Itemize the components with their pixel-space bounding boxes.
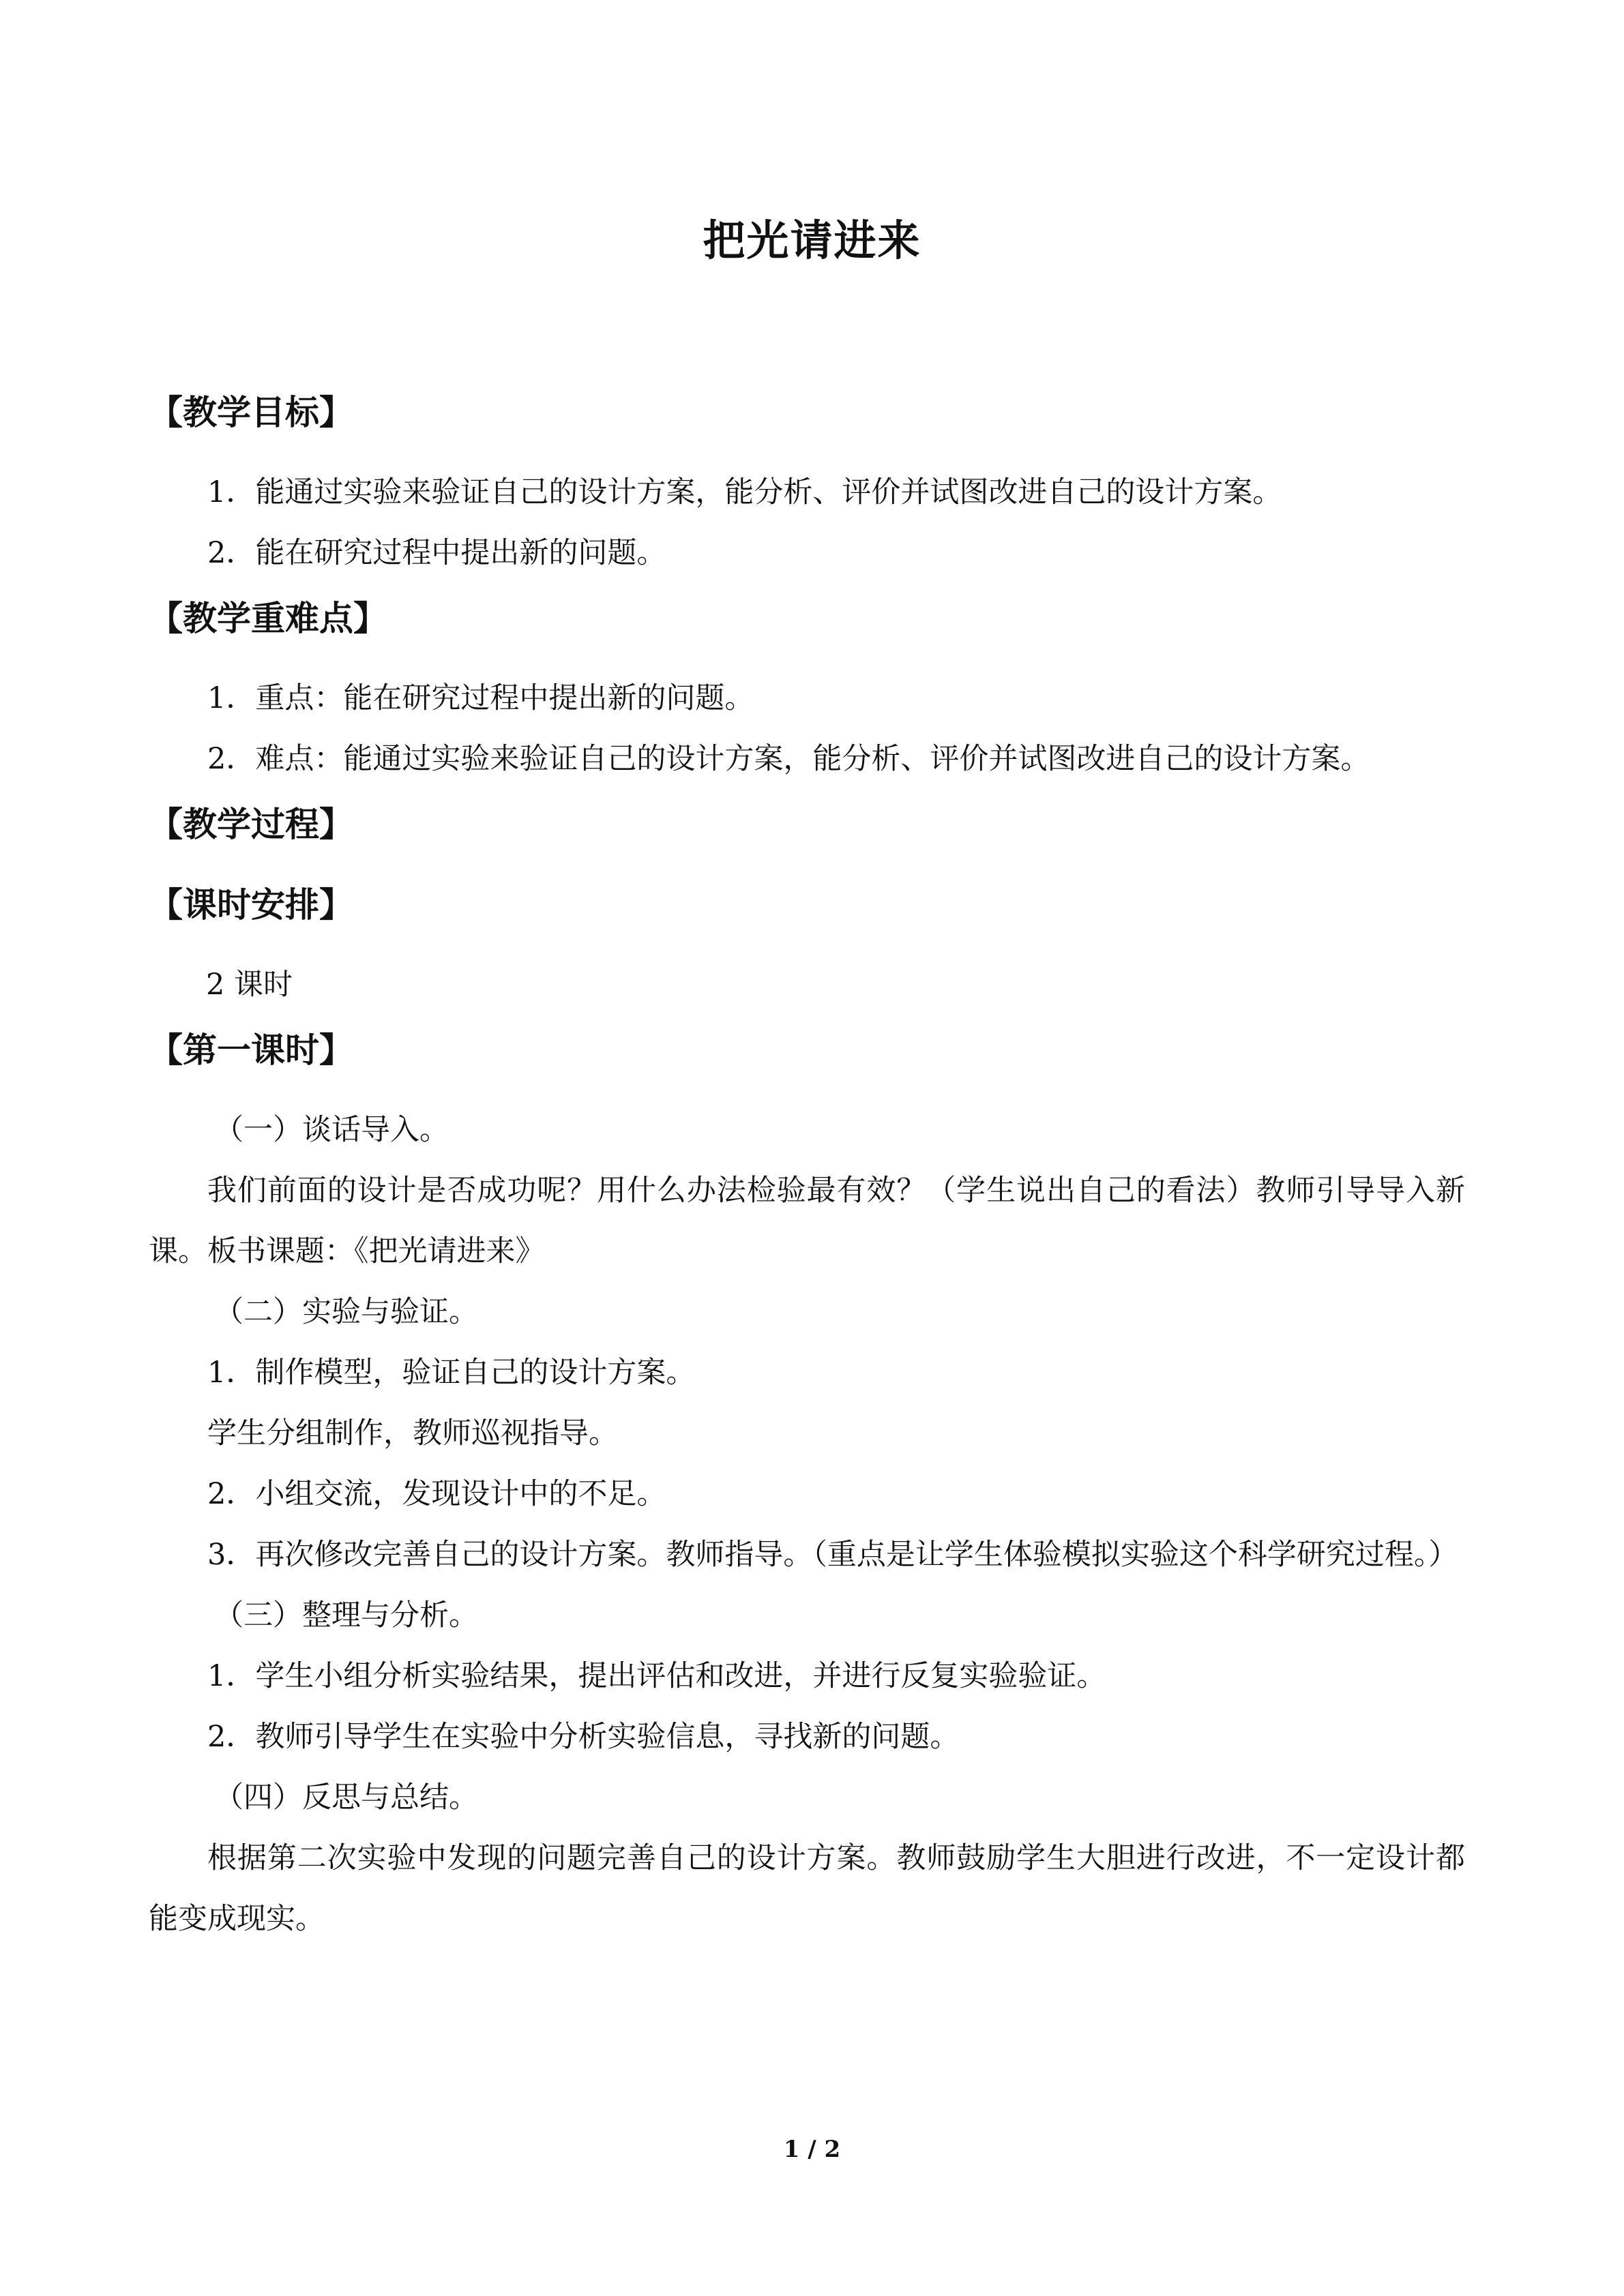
paragraph: （一）谈话导入。 [214,1113,449,1147]
paragraph: 2 课时 [206,968,293,1002]
section-heading-schedule: 【课时安排】 [149,885,353,925]
paragraph: 1．重点：能在研究过程中提出新的问题。 [207,681,754,715]
document-title: 把光请进来 [703,215,921,265]
paragraph: 1．学生小组分析实验结果，提出评估和改进，并进行反复实验验证。 [207,1659,1106,1693]
paragraph: 1．制作模型，验证自己的设计方案。 [207,1356,696,1390]
paragraph: 2．难点：能通过实验来验证自己的设计方案，能分析、评价并试图改进自己的设计方案。 [207,742,1370,776]
paragraph: 2．能在研究过程中提出新的问题。 [207,536,666,570]
paragraph: 2．教师引导学生在实验中分析实验信息，寻找新的问题。 [207,1720,960,1754]
document-body [149,382,1465,1950]
paragraph: 学生分组制作，教师巡视指导。 [207,1416,618,1450]
paragraph: 1．能通过实验来验证自己的设计方案，能分析、评价并试图改进自己的设计方案。 [207,475,1282,509]
section-heading-process: 【教学过程】 [149,805,353,844]
paragraph: 3．再次修改完善自己的设计方案。教师指导。（重点是让学生体验模拟实验这个科学研究过程。） [207,1538,1458,1572]
section-heading-first-lesson: 【第一课时】 [149,1030,353,1070]
page-number: 1 / 2 [783,2136,841,2163]
paragraph: （四）反思与总结。 [214,1780,478,1815]
paragraph: 根据第二次实验中发现的问题完善自己的设计方案。教师鼓励学生大胆进行改进，不一定设计都能变成现实。 [149,1841,1465,1936]
section-heading-objectives: 【教学目标】 [149,393,353,432]
paragraph: 2．小组交流，发现设计中的不足。 [207,1477,666,1511]
paragraph: 我们前面的设计是否成功呢？用什么办法检验最有效？（学生说出自己的看法）教师引导导入新课。板书课题：《把光请进来》 [149,1174,1465,1268]
paragraph: （三）整理与分析。 [214,1598,478,1632]
paragraph: （二）实验与验证。 [214,1295,478,1329]
section-heading-key-points: 【教学重难点】 [149,599,387,638]
